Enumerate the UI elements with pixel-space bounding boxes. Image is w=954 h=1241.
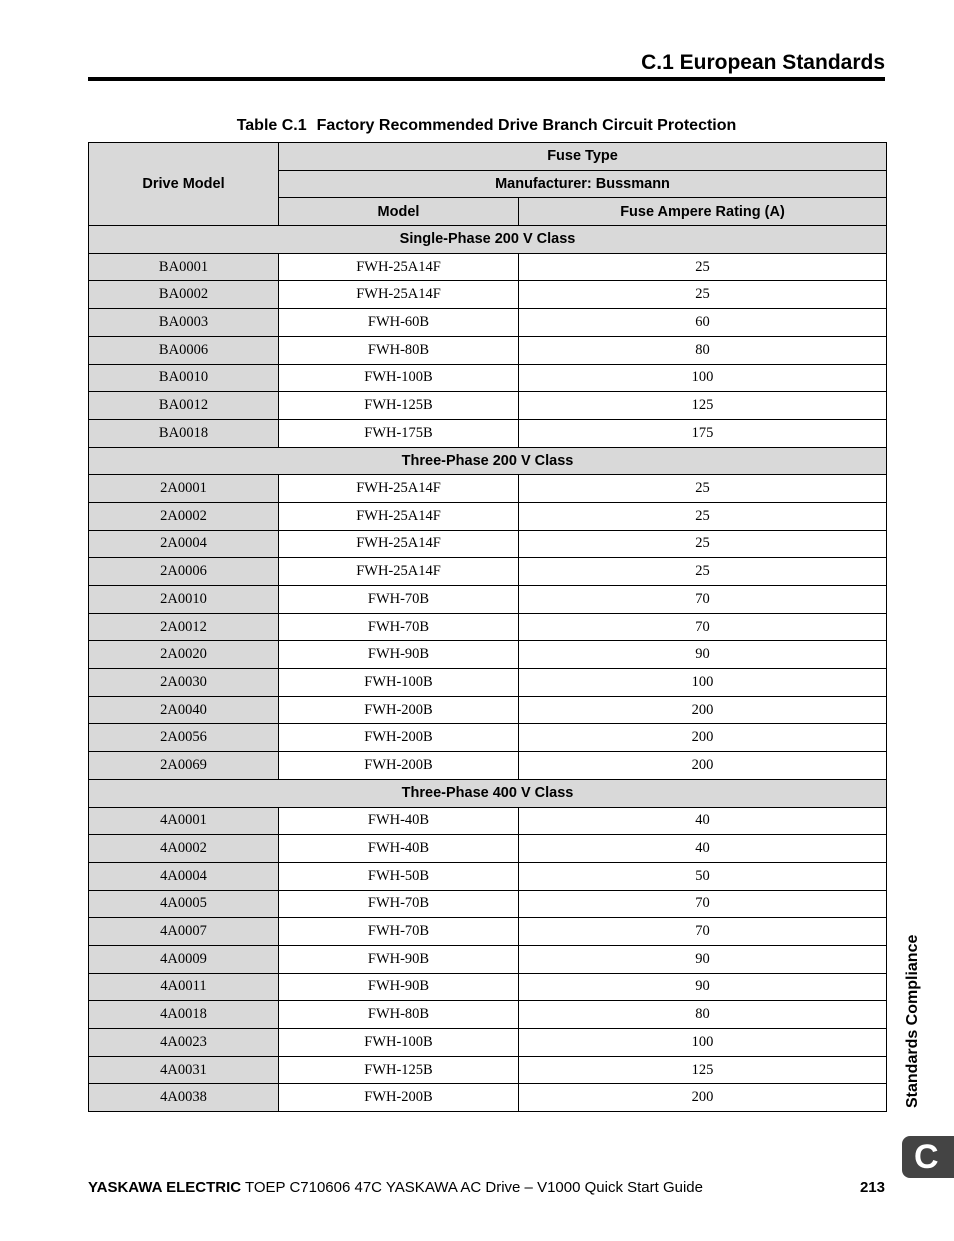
fuse-model-cell: FWH-200B xyxy=(279,724,519,752)
fuse-rating-cell: 25 xyxy=(519,281,887,309)
drive-model-cell: 2A0040 xyxy=(89,696,279,724)
drive-model-cell: 2A0069 xyxy=(89,752,279,780)
fuse-rating-cell: 40 xyxy=(519,807,887,835)
table-body xyxy=(89,226,887,1112)
drive-model-cell: 4A0005 xyxy=(89,890,279,918)
fuse-rating-cell: 100 xyxy=(519,1029,887,1057)
table-row xyxy=(89,862,887,890)
header-rating: Fuse Ampere Rating (A) xyxy=(519,198,887,226)
drive-model-cell: 2A0030 xyxy=(89,669,279,697)
fuse-model-cell: FWH-25A14F xyxy=(279,253,519,281)
drive-model-cell: 4A0001 xyxy=(89,807,279,835)
header-drive-model: Drive Model xyxy=(89,143,279,226)
table-row xyxy=(89,392,887,420)
class-row xyxy=(89,447,887,475)
table-row xyxy=(89,807,887,835)
table-number: Table C.1 xyxy=(236,117,307,134)
drive-model-cell: 4A0038 xyxy=(89,1084,279,1112)
fuse-rating-cell: 60 xyxy=(519,309,887,337)
table-row xyxy=(89,253,887,281)
drive-model-cell: 4A0031 xyxy=(89,1056,279,1084)
side-tab-label: Standards Compliance xyxy=(904,934,921,1108)
fuse-model-cell: FWH-25A14F xyxy=(279,502,519,530)
fuse-rating-cell: 25 xyxy=(519,558,887,586)
fuse-rating-cell: 80 xyxy=(519,1001,887,1029)
table-row xyxy=(89,1029,887,1057)
class-label: Three-Phase 400 V Class xyxy=(89,779,887,807)
drive-model-cell: BA0002 xyxy=(89,281,279,309)
drive-model-cell: BA0001 xyxy=(89,253,279,281)
fuse-rating-cell: 125 xyxy=(519,392,887,420)
table-row xyxy=(89,475,887,503)
table-row xyxy=(89,336,887,364)
footer-brand: YASKAWA ELECTRIC xyxy=(88,1179,242,1196)
fuse-rating-cell: 200 xyxy=(519,752,887,780)
drive-model-cell: BA0006 xyxy=(89,336,279,364)
fuse-model-cell: FWH-80B xyxy=(279,1001,519,1029)
fuse-model-cell: FWH-125B xyxy=(279,1056,519,1084)
table-row xyxy=(89,309,887,337)
title-rule xyxy=(88,77,885,81)
table-row xyxy=(89,558,887,586)
fuse-rating-cell: 100 xyxy=(519,364,887,392)
fuse-model-cell: FWH-90B xyxy=(279,641,519,669)
drive-model-cell: 2A0006 xyxy=(89,558,279,586)
section-title: C.1 European Standards xyxy=(641,51,885,74)
table-row xyxy=(89,752,887,780)
table-row xyxy=(89,973,887,1001)
fuse-rating-cell: 200 xyxy=(519,696,887,724)
fuse-model-cell: FWH-40B xyxy=(279,835,519,863)
table-row xyxy=(89,724,887,752)
header-model: Model xyxy=(279,198,519,226)
drive-model-cell: 2A0001 xyxy=(89,475,279,503)
class-label: Three-Phase 200 V Class xyxy=(89,447,887,475)
chapter-tab[interactable]: C xyxy=(902,1136,954,1178)
fuse-model-cell: FWH-40B xyxy=(279,807,519,835)
fuse-rating-cell: 25 xyxy=(519,475,887,503)
table-row xyxy=(89,945,887,973)
drive-model-cell: 4A0018 xyxy=(89,1001,279,1029)
fuse-rating-cell: 175 xyxy=(519,419,887,447)
drive-model-cell: 4A0002 xyxy=(89,835,279,863)
fuse-rating-cell: 70 xyxy=(519,918,887,946)
drive-model-cell: BA0010 xyxy=(89,364,279,392)
table-row xyxy=(89,613,887,641)
table-row xyxy=(89,364,887,392)
drive-model-cell: 2A0010 xyxy=(89,586,279,614)
drive-model-cell: 4A0007 xyxy=(89,918,279,946)
fuse-rating-cell: 80 xyxy=(519,336,887,364)
footer xyxy=(88,1179,885,1197)
fuse-model-cell: FWH-70B xyxy=(279,586,519,614)
fuse-model-cell: FWH-125B xyxy=(279,392,519,420)
table-row xyxy=(89,641,887,669)
table-row xyxy=(89,1001,887,1029)
drive-model-cell: 2A0056 xyxy=(89,724,279,752)
fuse-rating-cell: 70 xyxy=(519,586,887,614)
class-row xyxy=(89,226,887,254)
fuse-rating-cell: 25 xyxy=(519,530,887,558)
footer-text: TOEP C710606 47C YASKAWA AC Drive – V1000 Quick Start Guide xyxy=(241,1179,703,1196)
fuse-model-cell: FWH-100B xyxy=(279,669,519,697)
fuse-rating-cell: 40 xyxy=(519,835,887,863)
class-label: Single-Phase 200 V Class xyxy=(89,226,887,254)
drive-model-cell: 2A0002 xyxy=(89,502,279,530)
class-row xyxy=(89,779,887,807)
page-number: 213 xyxy=(859,1179,885,1196)
table-row xyxy=(89,835,887,863)
table-row xyxy=(89,419,887,447)
fuse-model-cell: FWH-25A14F xyxy=(279,281,519,309)
fuse-model-cell: FWH-70B xyxy=(279,613,519,641)
fuse-rating-cell: 70 xyxy=(519,613,887,641)
drive-model-cell: 2A0012 xyxy=(89,613,279,641)
fuse-model-cell: FWH-25A14F xyxy=(279,530,519,558)
fuse-rating-cell: 90 xyxy=(519,641,887,669)
table-row xyxy=(89,502,887,530)
fuse-rating-cell: 25 xyxy=(519,502,887,530)
fuse-model-cell: FWH-80B xyxy=(279,336,519,364)
table-row xyxy=(89,1056,887,1084)
drive-model-cell: 4A0009 xyxy=(89,945,279,973)
table-caption xyxy=(88,116,885,136)
fuse-rating-cell: 90 xyxy=(519,945,887,973)
fuse-model-cell: FWH-25A14F xyxy=(279,558,519,586)
fuse-model-cell: FWH-175B xyxy=(279,419,519,447)
drive-model-cell: 4A0011 xyxy=(89,973,279,1001)
drive-model-cell: BA0003 xyxy=(89,309,279,337)
fuse-rating-cell: 125 xyxy=(519,1056,887,1084)
fuse-model-cell: FWH-90B xyxy=(279,973,519,1001)
fuse-model-cell: FWH-25A14F xyxy=(279,475,519,503)
table-title: Factory Recommended Drive Branch Circuit Protection xyxy=(316,117,737,134)
fuse-table xyxy=(88,142,887,1112)
table-row xyxy=(89,586,887,614)
fuse-model-cell: FWH-200B xyxy=(279,1084,519,1112)
drive-model-cell: 4A0023 xyxy=(89,1029,279,1057)
fuse-rating-cell: 90 xyxy=(519,973,887,1001)
fuse-model-cell: FWH-60B xyxy=(279,309,519,337)
fuse-model-cell: FWH-50B xyxy=(279,862,519,890)
fuse-rating-cell: 100 xyxy=(519,669,887,697)
fuse-rating-cell: 50 xyxy=(519,862,887,890)
drive-model-cell: 4A0004 xyxy=(89,862,279,890)
fuse-rating-cell: 200 xyxy=(519,1084,887,1112)
fuse-model-cell: FWH-100B xyxy=(279,1029,519,1057)
fuse-model-cell: FWH-200B xyxy=(279,696,519,724)
table-row xyxy=(89,669,887,697)
drive-model-cell: BA0018 xyxy=(89,419,279,447)
drive-model-cell: BA0012 xyxy=(89,392,279,420)
fuse-model-cell: FWH-70B xyxy=(279,890,519,918)
header-manufacturer: Manufacturer: Bussmann xyxy=(279,170,887,198)
fuse-rating-cell: 70 xyxy=(519,890,887,918)
drive-model-cell: 2A0020 xyxy=(89,641,279,669)
fuse-model-cell: FWH-200B xyxy=(279,752,519,780)
table-row xyxy=(89,890,887,918)
fuse-model-cell: FWH-100B xyxy=(279,364,519,392)
table-row xyxy=(89,1084,887,1112)
header-fuse-type: Fuse Type xyxy=(279,143,887,171)
table-row xyxy=(89,281,887,309)
fuse-rating-cell: 25 xyxy=(519,253,887,281)
fuse-model-cell: FWH-90B xyxy=(279,945,519,973)
table-row xyxy=(89,918,887,946)
table-row xyxy=(89,696,887,724)
fuse-rating-cell: 200 xyxy=(519,724,887,752)
table-row xyxy=(89,530,887,558)
drive-model-cell: 2A0004 xyxy=(89,530,279,558)
fuse-model-cell: FWH-70B xyxy=(279,918,519,946)
